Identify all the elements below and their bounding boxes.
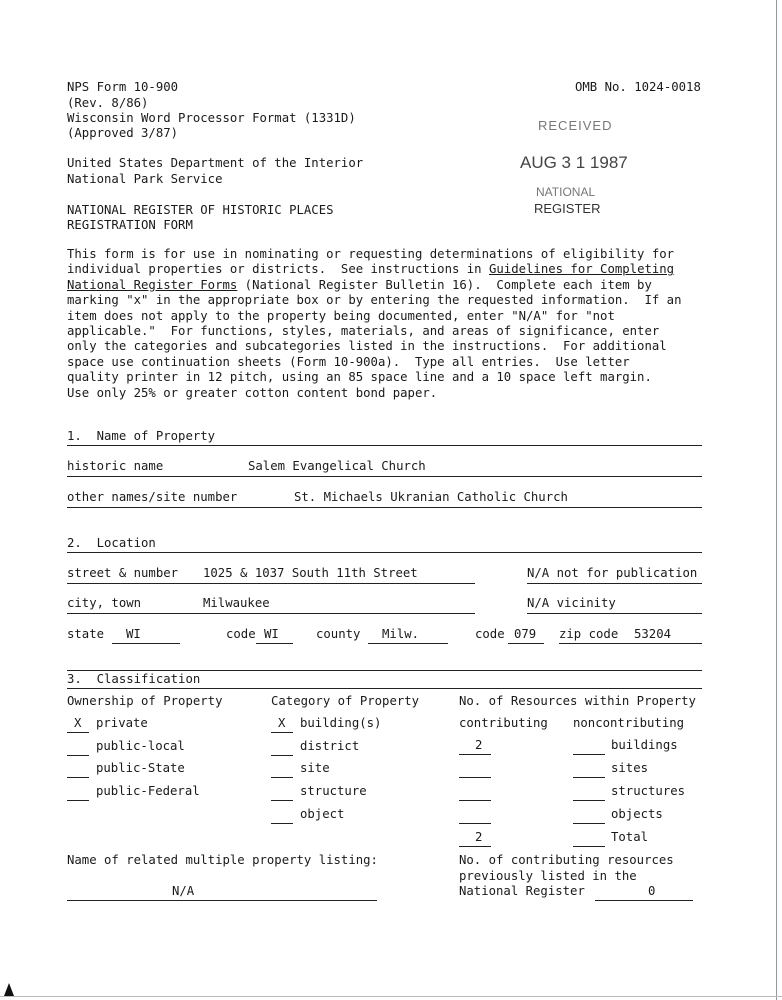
previously-listed-line1: No. of contributing resources bbox=[459, 853, 674, 867]
county-code-value[interactable]: 079 bbox=[514, 627, 537, 641]
scan-edge-bottom bbox=[0, 996, 782, 997]
category-object-box bbox=[271, 823, 293, 824]
structures-noncontributing-line bbox=[573, 800, 605, 801]
department: United States Department of the Interior bbox=[67, 156, 364, 170]
category-structure-box bbox=[271, 800, 293, 801]
county-line bbox=[368, 643, 448, 644]
ownership-private-mark[interactable]: X bbox=[74, 716, 82, 730]
ownership-public-local-label: public-local bbox=[96, 739, 185, 753]
city-line bbox=[67, 613, 475, 614]
code-line bbox=[256, 643, 293, 644]
street-value[interactable]: 1025 & 1037 South 11th Street bbox=[203, 566, 418, 580]
category-structure-label: structure bbox=[300, 784, 367, 798]
objects-noncontributing-line bbox=[573, 823, 605, 824]
total-contributing-line bbox=[459, 846, 491, 847]
related-listing-line bbox=[67, 900, 377, 901]
sites-label: sites bbox=[611, 761, 649, 775]
state-line bbox=[112, 643, 180, 644]
code-label: code bbox=[226, 627, 256, 641]
stamp-national: NATIONAL bbox=[536, 185, 596, 199]
guidelines-link-part1: Guidelines for Completing bbox=[489, 262, 675, 277]
form-title: REGISTRATION FORM bbox=[67, 218, 193, 232]
state-value[interactable]: WI bbox=[126, 627, 141, 641]
ownership-public-local-box bbox=[67, 755, 89, 756]
total-contributing[interactable]: 2 bbox=[475, 830, 483, 844]
service: National Park Service bbox=[67, 172, 223, 186]
other-names-label: other names/site number bbox=[67, 490, 238, 504]
category-site-label: site bbox=[300, 761, 330, 775]
category-object-label: object bbox=[300, 807, 345, 821]
county-value[interactable]: Milw. bbox=[382, 627, 420, 641]
objects-contributing-line bbox=[459, 823, 491, 824]
historic-name-line bbox=[67, 476, 702, 477]
form-format: Wisconsin Word Processor Format (1331D) bbox=[67, 111, 356, 125]
ownership-private-box bbox=[67, 732, 89, 733]
section3-rule bbox=[67, 688, 702, 689]
instructions-paragraph: This form is for use in nominating or requesting determinations of eligibility for individual properties or districts. See instructions in Guidelines for Completing National Register Forms (National Register Bulletin 16). Complete each item by marking "x" in the appropriate box or by entering the requested information. If an item does not apply to the property being documented, enter "N/A" for "not applicable." For functions, styles, materials, and areas of significance, enter only the categories and subcategories listed in the instructions. For additional space use continuation sheets (Form 10-900a). Type all entries. Use letter quality printer in 12 pitch, using an 85 space line and a 10 space left margin. Use only 25% or greater cotton content bond paper. bbox=[67, 247, 682, 400]
structures-contributing-line bbox=[459, 800, 491, 801]
objects-label: objects bbox=[611, 807, 663, 821]
ownership-public-state-label: public-State bbox=[96, 761, 185, 775]
form-revision: (Rev. 8/86) bbox=[67, 96, 149, 110]
zip-line bbox=[559, 643, 702, 644]
register-title: NATIONAL REGISTER OF HISTORIC PLACES bbox=[67, 203, 334, 217]
category-building-mark[interactable]: X bbox=[278, 716, 286, 730]
street-label: street & number bbox=[67, 566, 179, 580]
noncontributing-heading: noncontributing bbox=[573, 716, 685, 730]
other-names-line bbox=[67, 507, 702, 508]
zip-value[interactable]: 53204 bbox=[634, 627, 672, 641]
category-building-box bbox=[271, 732, 293, 733]
section3-top-rule bbox=[67, 670, 702, 671]
other-names-value[interactable]: St. Michaels Ukranian Catholic Church bbox=[294, 490, 568, 504]
previously-listed-line3: National Register bbox=[459, 884, 585, 898]
category-heading: Category of Property bbox=[271, 694, 420, 708]
buildings-contributing[interactable]: 2 bbox=[475, 738, 483, 752]
buildings-noncontributing-line bbox=[573, 754, 605, 755]
ownership-heading: Ownership of Property bbox=[67, 694, 223, 708]
scan-corner-mark bbox=[4, 983, 14, 996]
guidelines-link-part2: National Register Forms bbox=[67, 277, 238, 292]
state-label: state bbox=[67, 627, 105, 641]
nfp-line bbox=[527, 583, 702, 584]
street-line bbox=[67, 583, 475, 584]
stamp-register: REGISTER bbox=[534, 201, 601, 216]
vicinity-line bbox=[527, 613, 702, 614]
code-value[interactable]: WI bbox=[264, 627, 279, 641]
buildings-contributing-line bbox=[459, 754, 491, 755]
structures-label: structures bbox=[611, 784, 686, 798]
county-label: county bbox=[316, 627, 361, 641]
category-district-box bbox=[271, 755, 293, 756]
scan-edge-right bbox=[776, 0, 777, 1000]
city-value[interactable]: Milwaukee bbox=[203, 596, 270, 610]
not-for-publication[interactable]: N/A not for publication bbox=[527, 566, 698, 580]
related-listing-value[interactable]: N/A bbox=[172, 884, 195, 898]
stamp-date: AUG 3 1 1987 bbox=[520, 153, 628, 172]
previously-listed-line2: previously listed in the bbox=[459, 869, 637, 883]
category-site-box bbox=[271, 777, 293, 778]
previously-listed-line bbox=[595, 900, 693, 901]
resources-heading: No. of Resources within Property bbox=[459, 694, 696, 708]
section1-heading: 1. Name of Property bbox=[67, 429, 216, 443]
omb-number: OMB No. 1024-0018 bbox=[575, 80, 701, 94]
ownership-private-label: private bbox=[96, 716, 148, 730]
total-noncontributing-line bbox=[573, 846, 605, 847]
county-code-line bbox=[508, 643, 544, 644]
ownership-public-federal-box bbox=[67, 800, 89, 801]
sites-noncontributing-line bbox=[573, 777, 605, 778]
form-approved: (Approved 3/87) bbox=[67, 126, 179, 140]
category-building-label: building(s) bbox=[300, 716, 382, 730]
previously-listed-value[interactable]: 0 bbox=[648, 884, 656, 898]
form-number: NPS Form 10-900 bbox=[67, 80, 179, 94]
zip-label: zip code bbox=[559, 627, 619, 641]
buildings-label: buildings bbox=[611, 738, 678, 752]
county-code-label: code bbox=[475, 627, 505, 641]
section2-rule bbox=[67, 552, 702, 553]
total-label: Total bbox=[611, 830, 649, 844]
city-label: city, town bbox=[67, 596, 142, 610]
section2-heading: 2. Location bbox=[67, 536, 156, 550]
related-listing-label: Name of related multiple property listing: bbox=[67, 853, 378, 867]
section1-rule bbox=[67, 445, 702, 446]
ownership-public-state-box bbox=[67, 777, 89, 778]
section3-heading: 3. Classification bbox=[67, 672, 201, 686]
category-district-label: district bbox=[300, 739, 360, 753]
contributing-heading: contributing bbox=[459, 716, 548, 730]
sites-contributing-line bbox=[459, 777, 491, 778]
vicinity[interactable]: N/A vicinity bbox=[527, 596, 616, 610]
historic-name-label: historic name bbox=[67, 459, 164, 473]
ownership-public-federal-label: public-Federal bbox=[96, 784, 200, 798]
stamp-received: RECEIVED bbox=[538, 118, 613, 133]
historic-name-value[interactable]: Salem Evangelical Church bbox=[248, 459, 426, 473]
